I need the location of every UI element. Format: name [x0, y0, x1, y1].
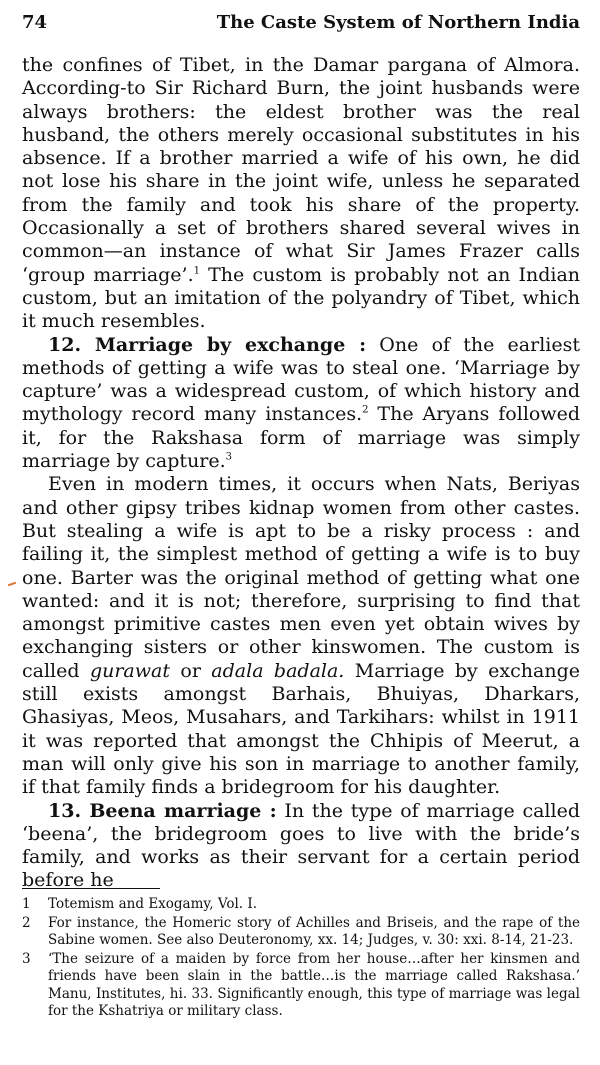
paragraph-1-end: The custom is probably not an Indian custom, but an imitation of the polyandry of Tibet, which it much resembles.: [22, 263, 581, 333]
footnote-number: 2: [22, 914, 31, 931]
footnote-ref-1: 1: [193, 265, 201, 277]
paragraph-marriage-by-exchange: [22, 334, 580, 474]
footnote-item: [22, 896, 580, 914]
running-title: The Caste System of Northern India: [216, 12, 580, 33]
term-adala-badala: adala badala.: [211, 659, 345, 682]
section-heading-12: 12. Marriage by exchange :: [48, 333, 367, 356]
body-text: [22, 54, 580, 893]
paragraph-beena-marriage: [22, 800, 580, 893]
paragraph-3-text-a: Even in modern times, it occurs when Nats, Beriyas and other gipsy tribes kidnap women from other castes. But stealing a wife is apt to be a risky process : and failing it, the simplest method of getting a wife is to buy one. Barter was the original method of getting what one wanted: and it is not; therefore, surprising to find that amongst primitive castes men even yet obtain wives by exchanging sisters or other kinswomen. The custom is called: [22, 473, 580, 682]
paragraph-2-text-a: One of the earliest methods of getting a wife was to steal one. ‘Marriage by capture’ was a widespread custom, of which history and mythology record many instances.: [22, 333, 580, 426]
footnote-ref-2: 2: [362, 405, 369, 417]
paragraph-1: [22, 54, 580, 334]
footnote-rule: [22, 888, 160, 889]
page-number: 74: [22, 12, 48, 33]
footnotes: [22, 896, 580, 1022]
margin-pen-mark: [8, 582, 16, 587]
footnote-item: [22, 951, 580, 1021]
footnote-ref-3: 3: [225, 451, 233, 463]
footnote-text: ‘The seizure of a maiden by force from her house…after her kinsmen and friends have been slain in the battle…is the marriage called Rakshasa.’ Manu, Institutes, hi. 33. Significantly enough, this type of marriage was legal for the Kshatriya or military class.: [48, 950, 580, 1019]
footnote-number: 1: [22, 896, 31, 912]
paragraph-1-text: the confines of Tibet, in the Damar pargana of Almora. According-to Sir Richard Burn, the joint husbands were always brothers: the eldest brother was the real husband, the others merely occasional substitutes in his absence. If a brother married a wife of his own, he did not lose his share in the joint wife, unless he separated from the family and took his share of the property. Occasionally a set of brothers shared several wives in common—an instance of what Sir James Frazer calls ‘group marriage’.: [22, 54, 580, 286]
paragraph-2-text-b: The Aryans followed it, for the Rakshasa form of marriage was simply marriage by capture.: [22, 403, 581, 473]
footnote-number: 3: [22, 950, 31, 967]
footnote-item: [22, 915, 580, 950]
paragraph-4-text: In the type of marriage called ‘beena’, the bridegroom goes to live with the bride’s family, and works as their servant for a certain period before he: [22, 799, 580, 892]
footnote-text: Totemism and Exogamy, Vol. I.: [48, 896, 257, 912]
paragraph-3: [22, 473, 580, 799]
section-heading-13: 13. Beena marriage :: [48, 799, 277, 822]
paragraph-3-or: or: [169, 659, 212, 682]
paragraph-3-text-b: Marriage by exchange still exists amongst Barhais, Bhuiyas, Dharkars, Ghasiyas, Meos, Musahars, and Tarkihars: whilst in 1911 it was reported that amongst the Chhipis of Meerut, a man will only give his son in marriage to another family, if that family finds a bridegroom for his daughter.: [22, 659, 580, 799]
footnote-text: For instance, the Homeric story of Achilles and Briseis, and the rape of the Sabine women. See also Deuteronomy, xx. 14; Judges, v. 30: xxi. 8-14, 21-23.: [48, 914, 580, 948]
page-header: [22, 12, 580, 40]
term-gurawat: gurawat: [89, 659, 170, 682]
